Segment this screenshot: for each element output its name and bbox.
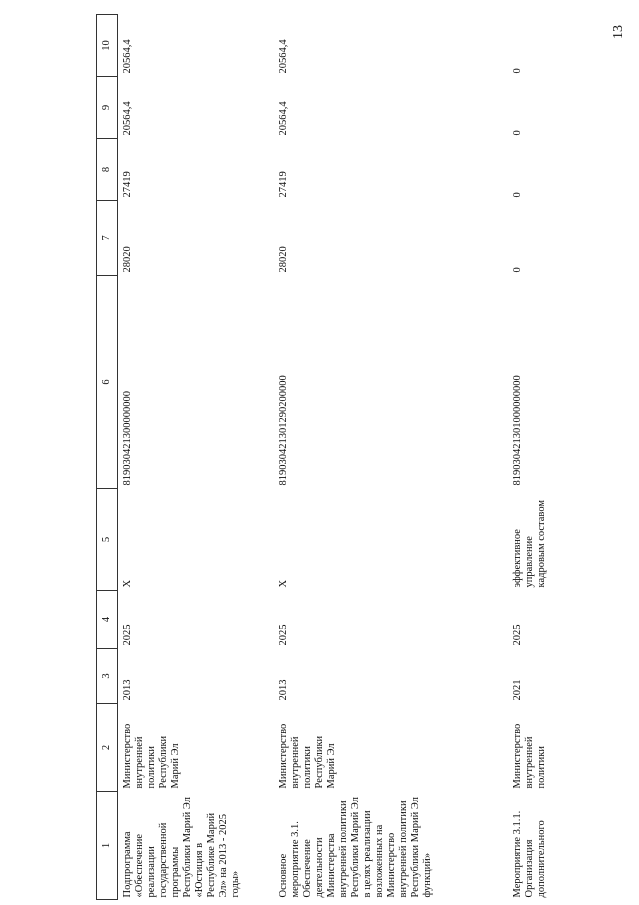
value-col-8: 27419 xyxy=(278,171,289,198)
value-col-7: 28020 xyxy=(122,246,133,273)
value-col-8: 0 xyxy=(512,192,523,198)
end-year: 2025 xyxy=(278,624,289,646)
column-number: 10 xyxy=(97,15,118,77)
expected-result: X xyxy=(122,579,133,588)
page-number: 13 xyxy=(611,25,626,39)
budget-code: 819030421300000000 xyxy=(122,391,133,486)
table-row xyxy=(118,15,275,900)
expected-result: X xyxy=(278,579,289,588)
executor: Министерство внутренней политики Республики Марий Эл xyxy=(122,723,181,789)
executor: Министерство внутренней политики xyxy=(512,723,547,789)
column-number-row xyxy=(97,15,118,900)
value-col-7: 28020 xyxy=(278,246,289,273)
budget-table xyxy=(96,14,548,900)
expected-result: эффективное управление кадровым составом xyxy=(512,499,547,588)
column-number: 8 xyxy=(97,139,118,201)
value-col-10: 20564,4 xyxy=(122,39,133,74)
activity-name: Основное мероприятие 3.1. Обеспечение деятельности Министерства внутренней политики Республики Марий Эл в целях реализации возложенных на Министерство внутренней политики Республики Марий Эл функций» xyxy=(278,797,433,898)
value-col-9: 20564,4 xyxy=(122,101,133,136)
column-number: 1 xyxy=(97,792,118,900)
start-year: 2013 xyxy=(278,679,289,701)
value-col-9: 0 xyxy=(512,130,523,136)
executor: Министерство внутренней политики Республики Марий Эл xyxy=(278,723,337,789)
budget-code: 819030421301290200000 xyxy=(278,375,289,486)
end-year: 2025 xyxy=(122,624,133,646)
start-year: 2021 xyxy=(512,679,523,701)
value-col-8: 27419 xyxy=(122,171,133,198)
column-number: 9 xyxy=(97,77,118,139)
start-year: 2013 xyxy=(122,679,133,701)
column-number: 2 xyxy=(97,704,118,792)
end-year: 2025 xyxy=(512,624,523,646)
table-row xyxy=(508,15,548,900)
column-number: 7 xyxy=(97,201,118,276)
value-col-10: 0 xyxy=(512,68,523,74)
value-col-10: 20564,4 xyxy=(278,39,289,74)
column-number: 3 xyxy=(97,649,118,704)
column-number: 6 xyxy=(97,276,118,489)
table-row xyxy=(274,15,508,900)
activity-name: Мероприятие 3.1.1. Организация дополнительного xyxy=(512,810,547,898)
activity-name: Подпрограмма «Обеспечение реализации государственной программы Республики Марий Эл «Юстиция в Республике Марий Эл» на 2013 - 2025 годы» xyxy=(122,797,241,898)
column-number: 5 xyxy=(97,489,118,591)
value-col-9: 20564,4 xyxy=(278,101,289,136)
budget-code: 819030421301000000000 xyxy=(512,375,523,486)
rotated-table-area xyxy=(96,15,547,900)
value-col-7: 0 xyxy=(512,267,523,273)
column-number: 4 xyxy=(97,591,118,649)
